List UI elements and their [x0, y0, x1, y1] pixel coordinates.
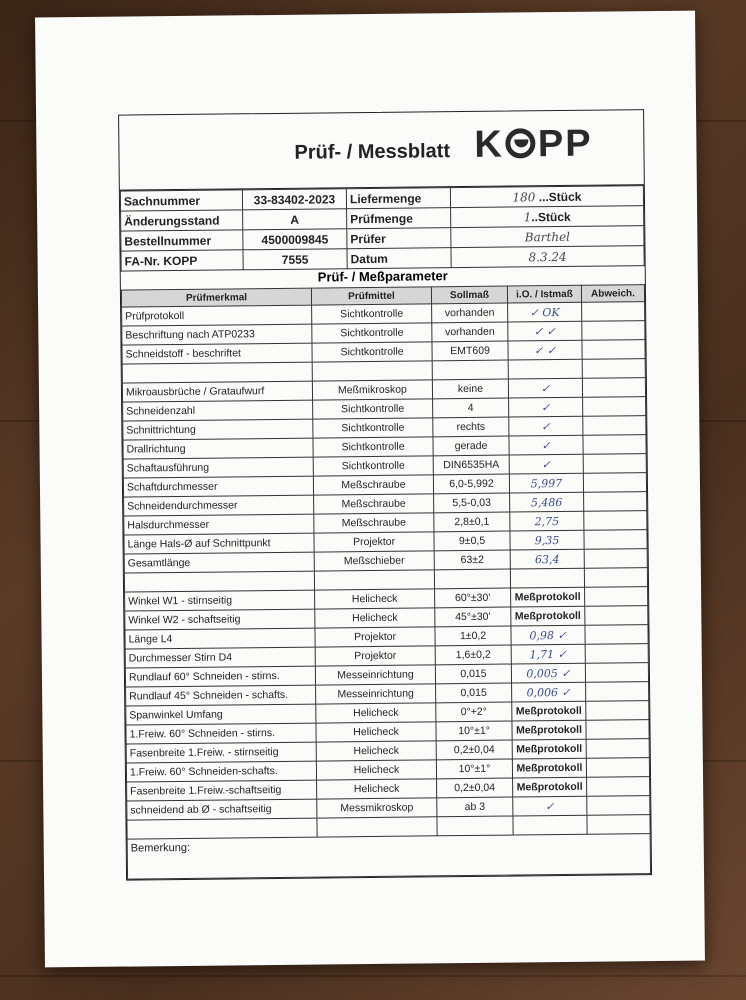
sollmass-cell: 4 [433, 398, 509, 418]
istmass-cell: Meßprotokoll [512, 720, 586, 740]
pruefmerkmal-cell: Länge L4 [125, 628, 315, 649]
remark-row [127, 834, 650, 879]
aenderung-value: A [243, 209, 347, 230]
abweich-cell [584, 530, 647, 550]
kopp-logo: K PP [474, 122, 593, 166]
col-abweich: Abweich. [581, 285, 644, 303]
istmass-cell: 2,75 [510, 511, 584, 531]
abweich-cell [586, 758, 649, 778]
pruefmittel-cell: Projektor [314, 532, 434, 552]
istmass-cell: ✓ [509, 454, 583, 474]
liefermenge-unit: ...Stück [538, 189, 582, 204]
pruefmerkmal-cell: Schneidenzahl [123, 400, 313, 421]
pruefmittel-cell: Helicheck [315, 608, 435, 628]
pruefmerkmal-cell: Beschriftung nach ATP0233 [122, 324, 312, 345]
sollmass-cell: 10°±1° [436, 759, 512, 779]
pruefmittel-cell: Helicheck [316, 760, 436, 780]
pruefmerkmal-cell: Winkel W2 - schaftseitig [125, 609, 315, 630]
sollmass-cell: keine [432, 379, 508, 399]
pruefmittel-cell: Sichtkontrolle [312, 342, 432, 362]
sachnummer-value: 33-83402-2023 [242, 189, 346, 210]
form-header [119, 110, 644, 190]
pruefmittel-cell: Meßschraube [314, 494, 434, 514]
pruefmittel-cell: Sichtkontrolle [313, 456, 433, 476]
bestell-label: Bestellnummer [121, 230, 243, 251]
pruefer-handwritten: Barthel [524, 229, 571, 244]
pruefmittel-cell: Meßschraube [314, 513, 434, 533]
pruefmerkmal-cell: Spanwinkel Umfang [126, 704, 316, 725]
istmass-cell: ✓ ✓ [508, 340, 582, 360]
liefermenge-handwritten: 180 [512, 189, 536, 204]
params-body [122, 302, 651, 839]
sachnummer-label: Sachnummer [120, 190, 242, 211]
pruefmerkmal-cell: Schneidstoff - beschriftet [122, 343, 312, 364]
pruefmittel-cell: Messeinrichtung [316, 684, 436, 704]
pruefmittel-cell [314, 570, 434, 590]
abweich-cell [586, 701, 649, 721]
sollmass-cell: 1±0,2 [435, 626, 511, 646]
sollmass-cell: 10°±1° [436, 721, 512, 741]
pruefmenge-value [451, 206, 644, 228]
abweich-cell [582, 340, 645, 360]
sollmass-cell: 9±0,5 [434, 531, 510, 551]
aenderung-label: Änderungsstand [121, 210, 243, 231]
istmass-cell: ✓ [509, 397, 583, 417]
pruefmerkmal-cell: Mikroausbrüche / Grataufwurf [122, 381, 312, 402]
sollmass-cell [434, 569, 510, 589]
abweich-cell [584, 549, 647, 569]
pruefmerkmal-cell: Fasenbreite 1.Freiw.-schaftseitig [127, 780, 317, 801]
sollmass-cell [432, 360, 508, 380]
pruefmerkmal-cell: Fasenbreite 1.Freiw. - stirnseitig [126, 742, 316, 763]
pruefmenge-label: Prüfmenge [347, 208, 451, 229]
istmass-cell: ✓ OK [508, 302, 582, 322]
istmass-cell [508, 359, 582, 379]
abweich-cell [582, 302, 645, 322]
liefermenge-label: Liefermenge [346, 188, 450, 209]
pruefmittel-cell: Sichtkontrolle [313, 418, 433, 438]
sollmass-cell: 1,6±0,2 [435, 645, 511, 665]
pruefer-label: Prüfer [347, 228, 451, 249]
sollmass-cell: DIN6535HA [433, 455, 509, 475]
pruefmerkmal-cell: Durchmesser Stirn D4 [125, 647, 315, 668]
sollmass-cell: 0,2±0,04 [437, 778, 513, 798]
col-sollmass: Sollmaß [431, 286, 507, 304]
istmass-cell: Meßprotokoll [512, 739, 586, 759]
pruefmittel-cell: Helicheck [316, 703, 436, 723]
pruefmenge-handwritten: 1 [523, 209, 532, 224]
datum-value [451, 246, 644, 268]
pruefmerkmal-cell: Rundlauf 60° Schneiden - stirns. [125, 666, 315, 687]
abweich-cell [582, 378, 645, 398]
pruefmerkmal-cell: Schaftausführung [123, 457, 313, 478]
abweich-cell [585, 587, 648, 607]
istmass-cell: 0,98 ✓ [511, 625, 585, 645]
abweich-cell [587, 796, 650, 816]
pruefmittel-cell: Sichtkontrolle [312, 323, 432, 343]
inspection-form [118, 109, 652, 880]
abweich-cell [582, 359, 645, 379]
abweich-cell [585, 606, 648, 626]
fa-value: 7555 [243, 249, 347, 270]
pruefmerkmal-cell [122, 362, 312, 383]
pruefmittel-cell: Helicheck [316, 722, 436, 742]
sollmass-cell: ab 3 [437, 797, 513, 817]
pruefmittel-cell: Sichtkontrolle [312, 304, 432, 324]
sollmass-cell: 0,015 [435, 664, 511, 684]
abweich-cell [586, 682, 649, 702]
pruefmerkmal-cell: Länge Hals-Ø auf Schnittpunkt [124, 533, 314, 554]
params-title: Prüf- / Meßparameter [317, 268, 448, 285]
pruefmittel-cell: Meßmikroskop [312, 380, 432, 400]
abweich-cell [583, 416, 646, 436]
abweich-cell [583, 397, 646, 417]
pruefmerkmal-cell [124, 571, 314, 592]
pruefmerkmal-cell: Gesamtlänge [124, 552, 314, 573]
abweich-cell [584, 492, 647, 512]
istmass-cell: Meßprotokoll [512, 701, 586, 721]
pruefmerkmal-cell: Schneidendurchmesser [124, 495, 314, 516]
istmass-cell: Meßprotokoll [511, 587, 585, 607]
pruefmerkmal-cell: schneidend ab Ø - schaftseitig [127, 799, 317, 820]
sollmass-cell: EMT609 [432, 341, 508, 361]
form-title: Prüf- / Messblatt [294, 140, 451, 164]
liefermenge-value [450, 186, 643, 208]
istmass-cell: Meßprotokoll [513, 777, 587, 797]
sollmass-cell: 6,0-5,992 [433, 474, 509, 494]
abweich-cell [586, 739, 649, 759]
sollmass-cell [437, 816, 513, 836]
abweich-cell [583, 454, 646, 474]
istmass-cell: 5,486 [510, 492, 584, 512]
pruefmerkmal-cell: Prüfprotokoll [122, 305, 312, 326]
abweich-cell [586, 720, 649, 740]
bestell-value: 4500009845 [243, 229, 347, 250]
istmass-cell: 1,71 ✓ [511, 644, 585, 664]
sollmass-cell: 2,8±0,1 [434, 512, 510, 532]
sollmass-cell: vorhanden [432, 322, 508, 342]
datum-label: Datum [347, 248, 451, 269]
sollmass-cell: 5,5-0,03 [434, 493, 510, 513]
abweich-cell [585, 644, 648, 664]
istmass-cell: 9,35 [510, 530, 584, 550]
sollmass-cell: 63±2 [434, 550, 510, 570]
pruefmittel-cell: Meßschieber [314, 551, 434, 571]
pruefmittel-cell: Helicheck [316, 741, 436, 761]
abweich-cell [582, 321, 645, 341]
pruefmerkmal-cell: Drallrichtung [123, 438, 313, 459]
pruefmerkmal-cell: Schnittrichtung [123, 419, 313, 440]
pruefmittel-cell: Projektor [315, 627, 435, 647]
abweich-cell [585, 663, 648, 683]
pruefmerkmal-cell: Rundlauf 45° Schneiden - schafts. [126, 685, 316, 706]
pruefmittel-cell: Sichtkontrolle [313, 399, 433, 419]
abweich-cell [583, 435, 646, 455]
istmass-cell: ✓ [509, 416, 583, 436]
col-pruefmittel: Prüfmittel [311, 287, 431, 305]
pruefmittel-cell [312, 361, 432, 381]
pruefmerkmal-cell: 1.Freiw. 60° Schneiden - stirns. [126, 723, 316, 744]
istmass-cell [513, 815, 587, 835]
sollmass-cell: gerade [433, 436, 509, 456]
pruefmittel-cell: Helicheck [317, 779, 437, 799]
pruefmerkmal-cell: 1.Freiw. 60° Schneiden-schafts. [126, 761, 316, 782]
pruefmittel-cell [317, 817, 437, 837]
pruefmittel-cell: Meßschraube [313, 475, 433, 495]
istmass-cell: 5,997 [509, 473, 583, 493]
sollmass-cell: 0°+2° [436, 702, 512, 722]
pruefmittel-cell: Projektor [315, 646, 435, 666]
pruefmittel-cell: Messeinrichtung [315, 665, 435, 685]
fa-label: FA-Nr. KOPP [121, 250, 243, 271]
istmass-cell: 63,4 [510, 549, 584, 569]
abweich-cell [587, 777, 650, 797]
sollmass-cell: rechts [433, 417, 509, 437]
abweich-cell [587, 815, 650, 835]
pruefmittel-cell: Sichtkontrolle [313, 437, 433, 457]
istmass-cell [510, 568, 584, 588]
sollmass-cell: 45°±30' [435, 607, 511, 627]
params-table [121, 284, 651, 879]
pruefmerkmal-cell: Halsdurchmesser [124, 514, 314, 535]
sollmass-cell: 0,2±0,04 [436, 740, 512, 760]
remark-label: Bemerkung: [127, 834, 650, 879]
pruefmerkmal-cell: Schaftdurchmesser [123, 476, 313, 497]
istmass-cell: ✓ ✓ [508, 321, 582, 341]
istmass-cell: 0,006 ✓ [512, 682, 586, 702]
istmass-cell: ✓ [513, 796, 587, 816]
istmass-cell: ✓ [509, 435, 583, 455]
sollmass-cell: vorhanden [432, 303, 508, 323]
col-pruefmerkmal: Prüfmerkmal [121, 288, 311, 307]
abweich-cell [585, 625, 648, 645]
col-istmass: i.O. / Istmaß [507, 285, 581, 303]
pruefer-value [451, 226, 644, 248]
abweich-cell [583, 473, 646, 493]
istmass-cell: ✓ [508, 378, 582, 398]
istmass-cell: Meßprotokoll [511, 606, 585, 626]
info-table [120, 185, 645, 271]
pruefmerkmal-cell [127, 818, 317, 839]
pruefmenge-unit: ..Stück [531, 209, 571, 224]
pruefmittel-cell: Messmikroskop [317, 798, 437, 818]
datum-handwritten: 8.3.24 [528, 249, 567, 264]
istmass-cell: 0,005 ✓ [511, 663, 585, 683]
istmass-cell: Meßprotokoll [512, 758, 586, 778]
abweich-cell [584, 511, 647, 531]
document-sheet [35, 11, 705, 968]
abweich-cell [584, 568, 647, 588]
sollmass-cell: 60°±30' [435, 588, 511, 608]
sollmass-cell: 0,015 [436, 683, 512, 703]
pruefmerkmal-cell: Winkel W1 - stirnseitig [125, 590, 315, 611]
pruefmittel-cell: Helicheck [315, 589, 435, 609]
